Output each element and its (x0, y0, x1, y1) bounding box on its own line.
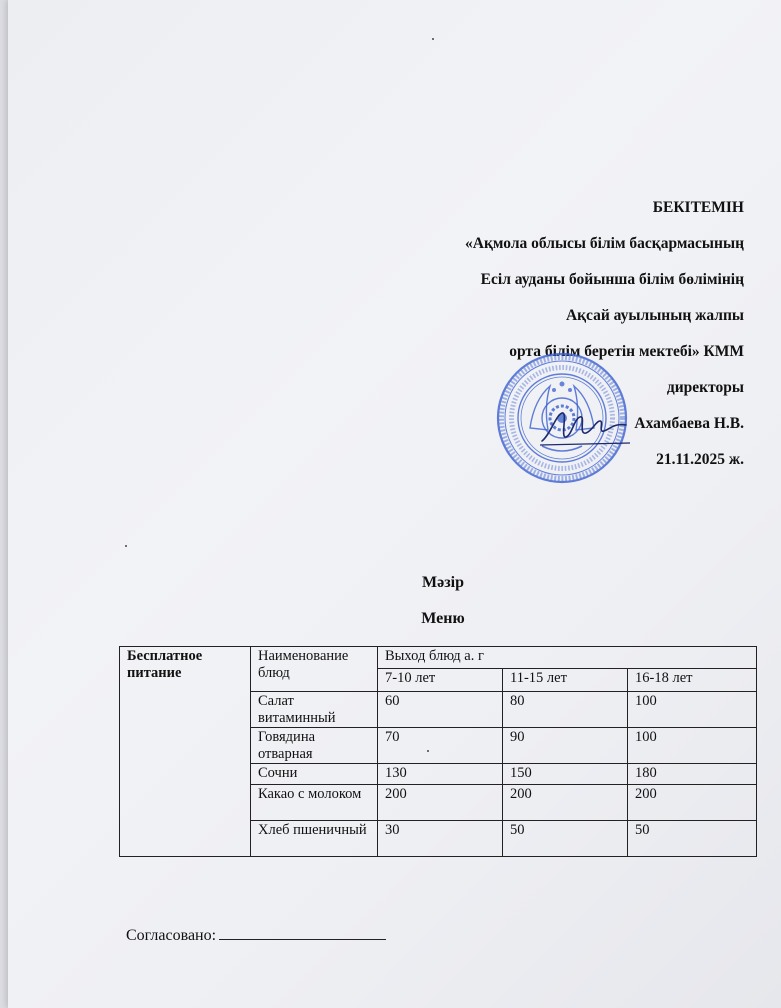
portion-cell: 200 (503, 785, 628, 821)
portion-cell: 70 (378, 728, 503, 764)
portion-cell: 80 (503, 692, 628, 728)
signature-blank (219, 925, 386, 940)
portion-cell: 100 (628, 728, 757, 764)
document-page (8, 0, 781, 1008)
portion-cell: 130 (378, 764, 503, 785)
agreed-signature-line (126, 925, 386, 945)
portion-cell: 50 (628, 821, 757, 857)
dish-name: Сочни (251, 764, 378, 785)
director-name: Ахамбаева Н.В. (634, 415, 744, 432)
dish-name: Какао с молоком (251, 785, 378, 821)
approval-line: Есіл ауданы бойынша білім бөлімінің (480, 271, 744, 288)
free-meals-header: Бесплатное питание (120, 647, 251, 857)
portion-cell: 100 (628, 692, 757, 728)
paper-speck (427, 750, 429, 752)
approval-line: директоры (666, 379, 744, 396)
dish-name: Салат витаминный (251, 692, 378, 728)
approval-line: «Ақмола облысы білім басқармасының (465, 235, 744, 252)
menu-table (119, 646, 757, 857)
portion-cell: 50 (503, 821, 628, 857)
dish-name-header: Наименование блюд (251, 647, 378, 692)
menu-title-ru: Меню (421, 610, 465, 627)
dish-name: Говядина отварная (251, 728, 378, 764)
approval-date: 21.11.2025 ж. (656, 451, 744, 468)
portion-cell: 30 (378, 821, 503, 857)
age-header: 16-18 лет (628, 669, 757, 692)
approval-heading: БЕКІТЕМІН (652, 199, 744, 216)
agreed-label: Согласовано: (126, 927, 217, 944)
menu-title-kz: Мәзір (422, 574, 464, 591)
portion-cell: 200 (378, 785, 503, 821)
portion-yield-header: Выход блюд а. г (378, 647, 757, 669)
portion-cell: 180 (628, 764, 757, 785)
paper-speck (125, 545, 127, 547)
age-header: 7-10 лет (378, 669, 503, 692)
director-signature-image (538, 405, 633, 450)
approval-line: орта білім беретін мектебі» КММ (509, 343, 744, 360)
dish-name: Хлеб пшеничный (251, 821, 378, 857)
table-header-row (120, 647, 757, 669)
portion-cell: 150 (503, 764, 628, 785)
age-header: 11-15 лет (503, 669, 628, 692)
approval-line: Ақсай ауылының жалпы (565, 307, 744, 324)
portion-cell: 200 (628, 785, 757, 821)
portion-cell: 90 (503, 728, 628, 764)
portion-cell: 60 (378, 692, 503, 728)
paper-speck (432, 38, 434, 40)
